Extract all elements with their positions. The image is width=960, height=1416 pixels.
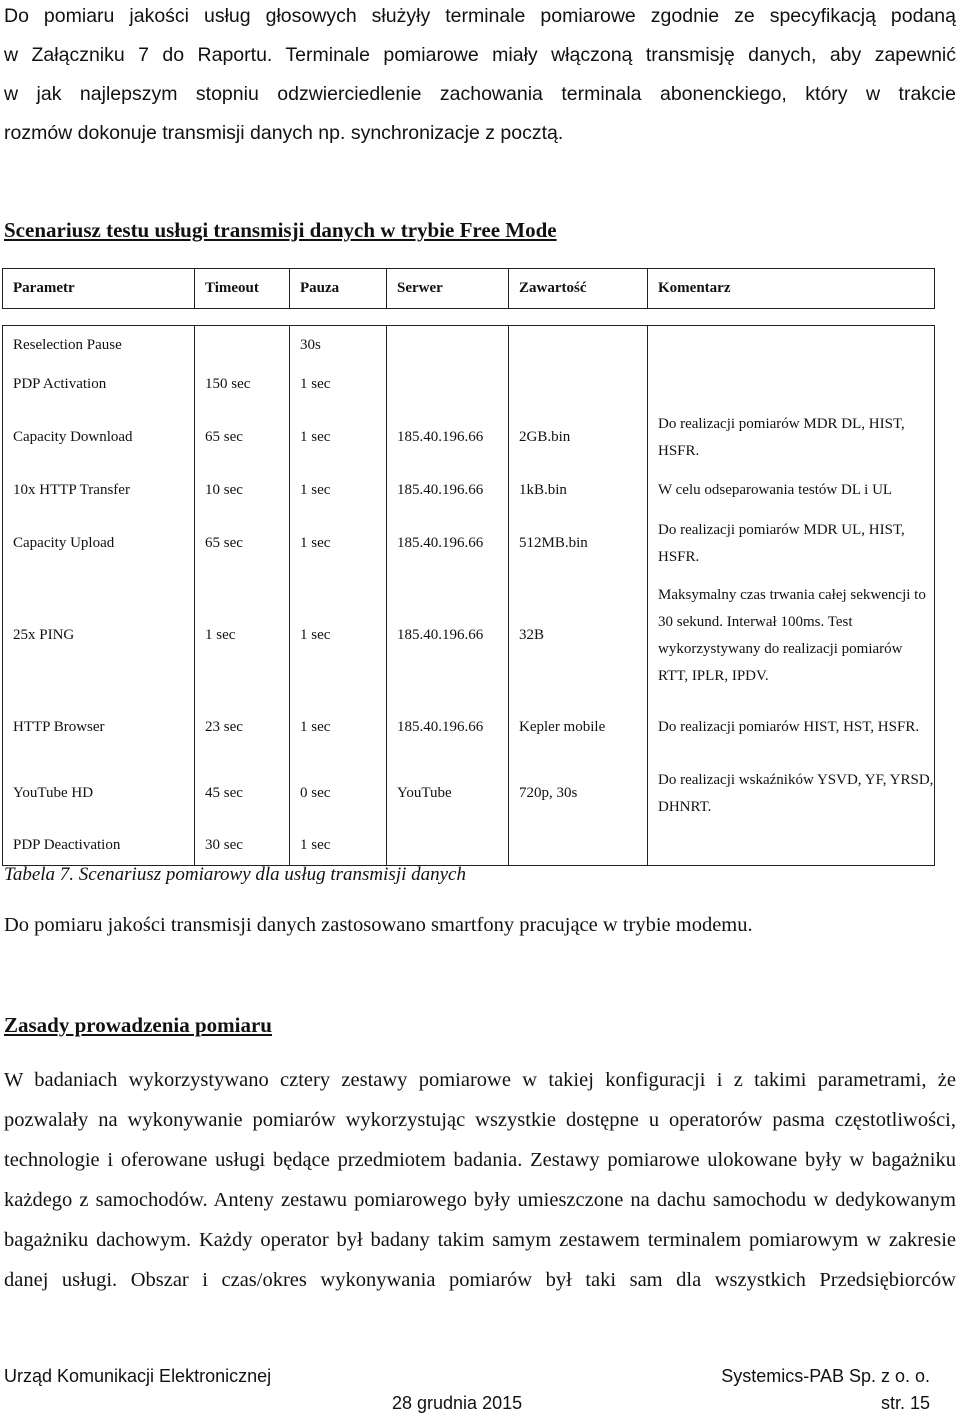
- table-header-row: [3, 269, 935, 309]
- table-row: [3, 827, 935, 866]
- cell-parametr: HTTP Browser: [3, 695, 195, 761]
- cell-timeout: 10 sec: [195, 471, 290, 511]
- cell-komentarz: [648, 827, 935, 866]
- table-row: [3, 511, 935, 577]
- cell-zawartosc: [509, 326, 648, 365]
- cell-timeout: 65 sec: [195, 511, 290, 577]
- scenario-heading: Scenariusz testu usługi transmisji danych w trybie Free Mode: [4, 218, 557, 242]
- intro-line-3: w jak najlepszym stopniu odzwierciedlenie zachowania terminala abonenckiego, który w trakcie: [4, 83, 956, 105]
- cell-zawartosc: 720p, 30s: [519, 785, 578, 801]
- footer-right: Systemics-PAB Sp. z o. o.: [721, 1366, 930, 1386]
- cell-pauza: 0 sec: [300, 785, 331, 801]
- cell-timeout: [195, 326, 290, 365]
- cell-pauza: 1 sec: [300, 627, 331, 643]
- cell-parametr: Capacity Download: [3, 405, 195, 471]
- cell-komentarz: Do realizacji pomiarów HIST, HST, HSFR.: [648, 695, 935, 761]
- cell-serwer: YouTube: [387, 761, 509, 827]
- cell-komentarz: Maksymalny czas trwania całej sekwencji to 30 sekund. Interwał 100ms. Test wykorzystywany do realizacji pomiarów RTT, IPLR, IPDV.: [648, 577, 935, 695]
- intro-paragraph: [4, 0, 956, 153]
- cell-komentarz: Do realizacji wskaźników YSVD, YF, YRSD, DHNRT.: [648, 761, 935, 827]
- cell-komentarz: W celu odseparowania testów DL i UL: [648, 471, 935, 511]
- header-komentarz: Komentarz: [648, 269, 935, 309]
- cell-parametr: Capacity Upload: [3, 511, 195, 577]
- cell-pauza: 30s: [290, 326, 387, 365]
- cell-timeout: 65 sec: [195, 405, 290, 471]
- after-table-text: Do pomiaru jakości transmisji danych zastosowano smartfony pracujące w trybie modemu.: [4, 914, 753, 936]
- cell-pauza: 1 sec: [290, 827, 387, 866]
- cell-zawartosc: 2GB.bin: [519, 429, 571, 445]
- rules-heading: Zasady prowadzenia pomiaru: [4, 1013, 272, 1037]
- cell-parametr: YouTube HD: [3, 761, 195, 827]
- cell-parametr: PDP Activation: [3, 365, 195, 405]
- table-row: [3, 326, 935, 365]
- cell-komentarz: Do realizacji pomiarów MDR DL, HIST, HSFR.: [648, 405, 935, 471]
- table-row: [3, 695, 935, 761]
- cell-parametr: 25x PING: [3, 577, 195, 695]
- cell-pauza: 1 sec: [300, 482, 331, 498]
- cell-pauza: 1 sec: [300, 535, 331, 551]
- intro-line-2: w Załączniku 7 do Raportu. Terminale pomiarowe miały włączoną transmisję danych, aby zapewnić: [4, 44, 956, 66]
- intro-line-1: Do pomiaru jakości usług głosowych służyły terminale pomiarowe zgodnie ze specyfikacją podaną: [4, 5, 956, 27]
- footer-left: Urząd Komunikacji Elektronicznej: [4, 1366, 272, 1386]
- cell-serwer: 185.40.196.66: [387, 405, 509, 471]
- cell-serwer: 185.40.196.66: [387, 471, 509, 511]
- cell-komentarz: Do realizacji pomiarów MDR UL, HIST, HSFR.: [648, 511, 935, 577]
- cell-serwer: [387, 326, 509, 365]
- header-zawartosc: Zawartość: [509, 269, 648, 309]
- cell-zawartosc: 32B: [519, 627, 545, 643]
- cell-timeout: 1 sec: [195, 577, 290, 695]
- cell-parametr: 10x HTTP Transfer: [3, 471, 195, 511]
- footer-date: 28 grudnia 2015: [392, 1393, 523, 1413]
- cell-serwer: 185.40.196.66: [387, 577, 509, 695]
- header-serwer: Serwer: [387, 269, 509, 309]
- cell-parametr: PDP Deactivation: [3, 827, 195, 866]
- table-row: [3, 365, 935, 405]
- header-pauza: Pauza: [290, 269, 387, 309]
- table-caption: Tabela 7. Scenariusz pomiarowy dla usług transmisji danych: [4, 864, 466, 885]
- cell-zawartosc: [509, 827, 648, 866]
- cell-serwer: [387, 365, 509, 405]
- cell-zawartosc: 512MB.bin: [519, 535, 588, 551]
- cell-timeout: 23 sec: [195, 695, 290, 761]
- cell-timeout: 45 sec: [195, 761, 290, 827]
- table-row: [3, 471, 935, 511]
- cell-serwer: 185.40.196.66: [387, 511, 509, 577]
- table-row: [3, 577, 935, 695]
- footer-page-number: str. 15: [880, 1393, 930, 1413]
- rules-paragraph: W badaniach wykorzystywano cztery zestawy pomiarowe w takiej konfiguracji i z takimi parametrami, że pozwalały na wykonywanie pomiarów wykorzystując wszystkie dostępne u operatorów pasma częstotliwości, technologie i oferowane usługi będące przedmiotem badania. Zestawy pomiarowe ulokowane były w bagażniku każdego z samochodów. Anteny zestawu pomiarowego były umieszczone na dachu samochodu w dedykowanym bagażniku dachowym. Każdy operator był badany takim samym zestawem terminalem pomiarowym w zakresie danej usługi. Obszar i czas/okres wykonywania pomiarów był taki sam dla wszystkich Przedsiębiorców: [4, 1069, 956, 1291]
- scenario-table: [2, 268, 935, 866]
- header-parametr: Parametr: [3, 269, 195, 309]
- cell-zawartosc: Kepler mobile: [519, 719, 606, 735]
- cell-pauza: 1 sec: [300, 719, 331, 735]
- cell-zawartosc: [509, 365, 648, 405]
- cell-zawartosc: 1kB.bin: [519, 482, 567, 498]
- table-row: [3, 761, 935, 827]
- cell-parametr: Reselection Pause: [3, 326, 195, 365]
- cell-komentarz: [648, 326, 935, 365]
- cell-pauza: 1 sec: [300, 429, 331, 445]
- cell-pauza: 1 sec: [300, 376, 331, 392]
- cell-serwer: 185.40.196.66: [387, 695, 509, 761]
- table-row: [3, 405, 935, 471]
- intro-line-4: rozmów dokonuje transmisji danych np. synchronizacje z pocztą.: [4, 122, 564, 144]
- cell-timeout: 30 sec: [195, 827, 290, 866]
- cell-timeout: 150 sec: [195, 365, 290, 405]
- cell-komentarz: [648, 365, 935, 405]
- cell-serwer: [387, 827, 509, 866]
- header-timeout: Timeout: [195, 269, 290, 309]
